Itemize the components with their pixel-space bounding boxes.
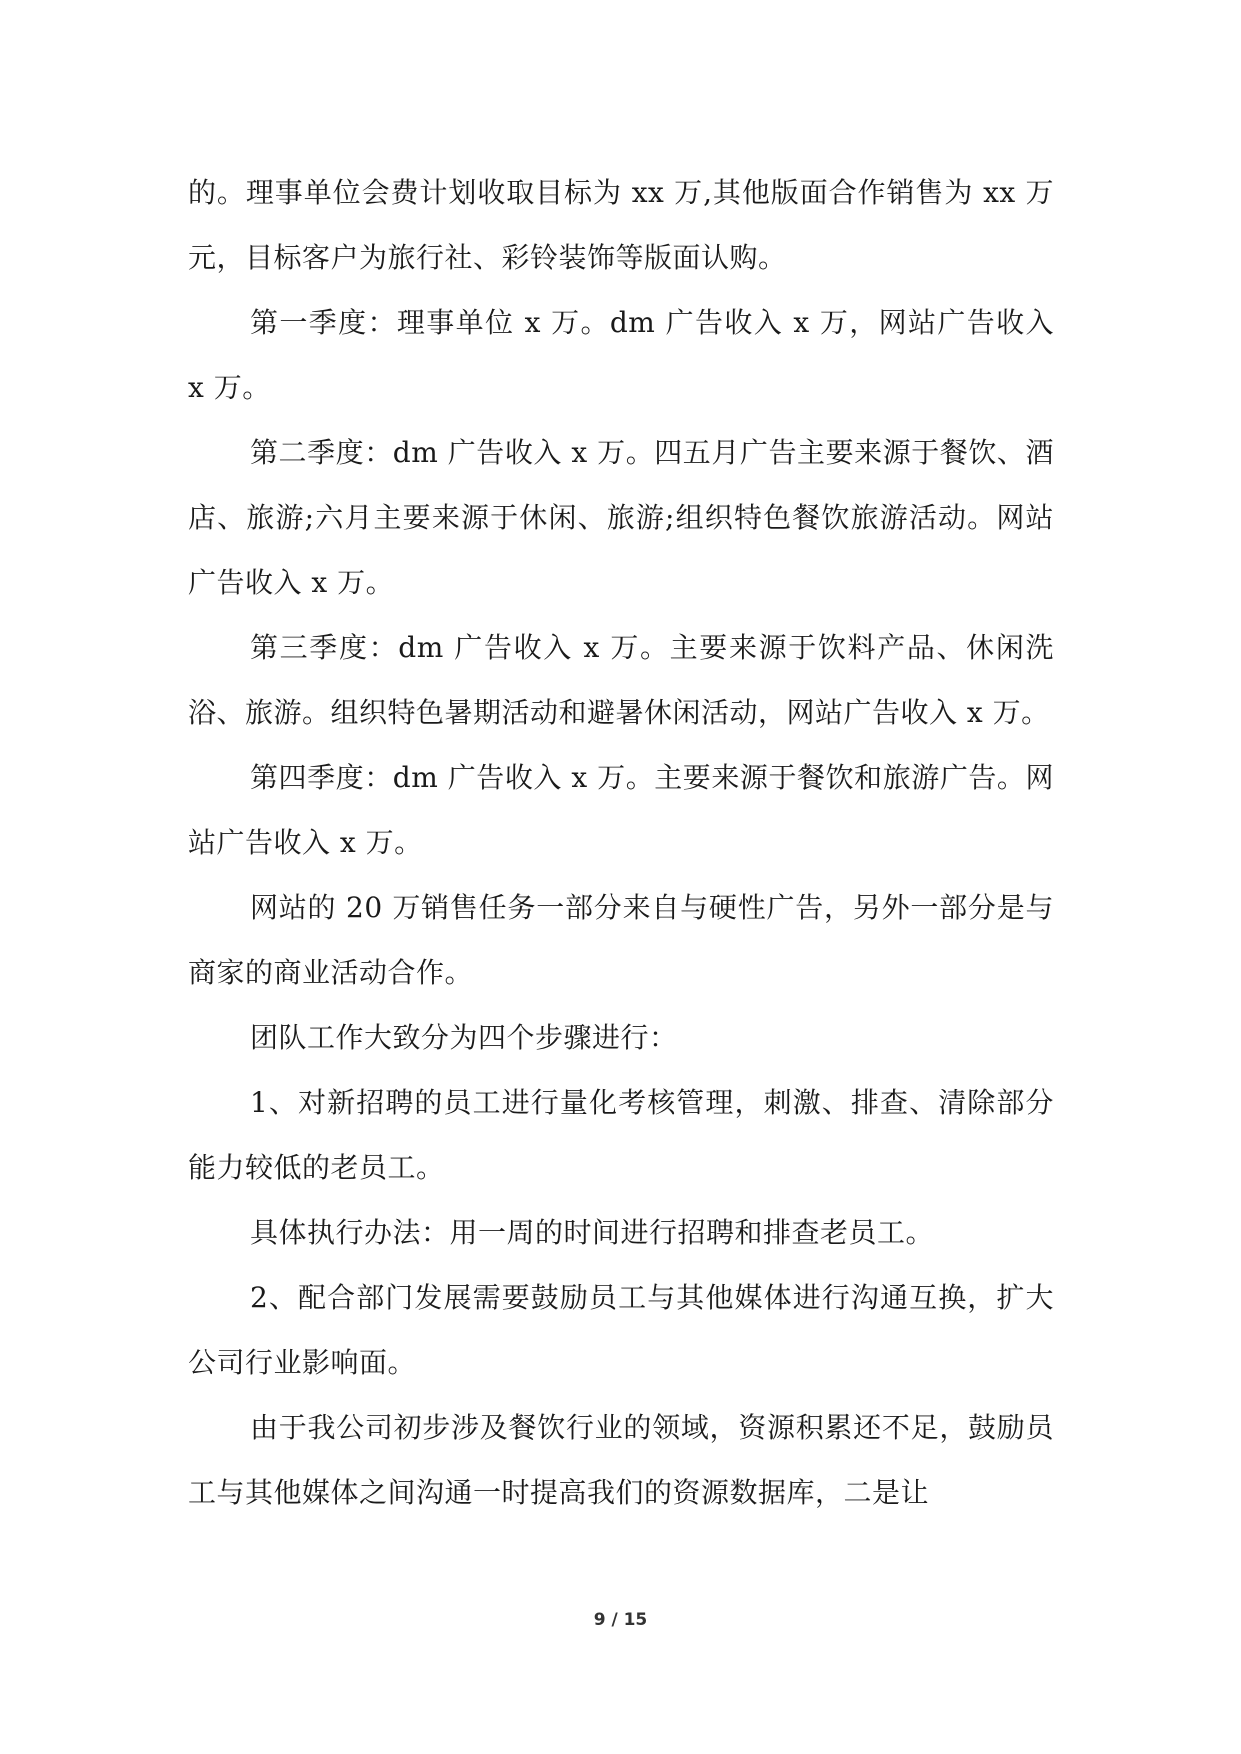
paragraph: 网站的 20 万销售任务一部分来自与硬性广告，另外一部分是与商家的商业活动合作。: [188, 891, 1054, 989]
page-number: 9 / 15: [593, 1610, 648, 1630]
paragraph: 具体执行办法：用一周的时间进行招聘和排查老员工。: [250, 1216, 935, 1249]
paragraph: 由于我公司初步涉及餐饮行业的领域，资源积累还不足，鼓励员工与其他媒体之间沟通一时提高我们的资源数据库，二是让: [188, 1411, 1054, 1509]
paragraph: 的。理事单位会费计划收取目标为 xx 万,其他版面合作销售为 xx 万元，目标客户为旅行社、彩铃装饰等版面认购。: [188, 176, 1054, 274]
paragraph: 第四季度：dm 广告收入 x 万。主要来源于餐饮和旅游广告。网站广告收入 x 万。: [188, 761, 1054, 859]
paragraph: 2、配合部门发展需要鼓励员工与其他媒体进行沟通互换，扩大公司行业影响面。: [188, 1281, 1054, 1379]
paragraph: 第三季度：dm 广告收入 x 万。主要来源于饮料产品、休闲洗浴、旅游。组织特色暑期活动和避暑休闲活动，网站广告收入 x 万。: [188, 631, 1054, 729]
paragraph: 团队工作大致分为四个步骤进行：: [250, 1021, 678, 1054]
paragraph: 第二季度：dm 广告收入 x 万。四五月广告主要来源于餐饮、酒店、旅游;六月主要来源于休闲、旅游;组织特色餐饮旅游活动。网站广告收入 x 万。: [188, 436, 1054, 599]
paragraph: 1、对新招聘的员工进行量化考核管理，刺激、排查、清除部分能力较低的老员工。: [188, 1086, 1054, 1184]
document-body: [188, 160, 1054, 1525]
paragraph: 第一季度：理事单位 x 万。dm 广告收入 x 万，网站广告收入 x 万。: [188, 306, 1054, 404]
